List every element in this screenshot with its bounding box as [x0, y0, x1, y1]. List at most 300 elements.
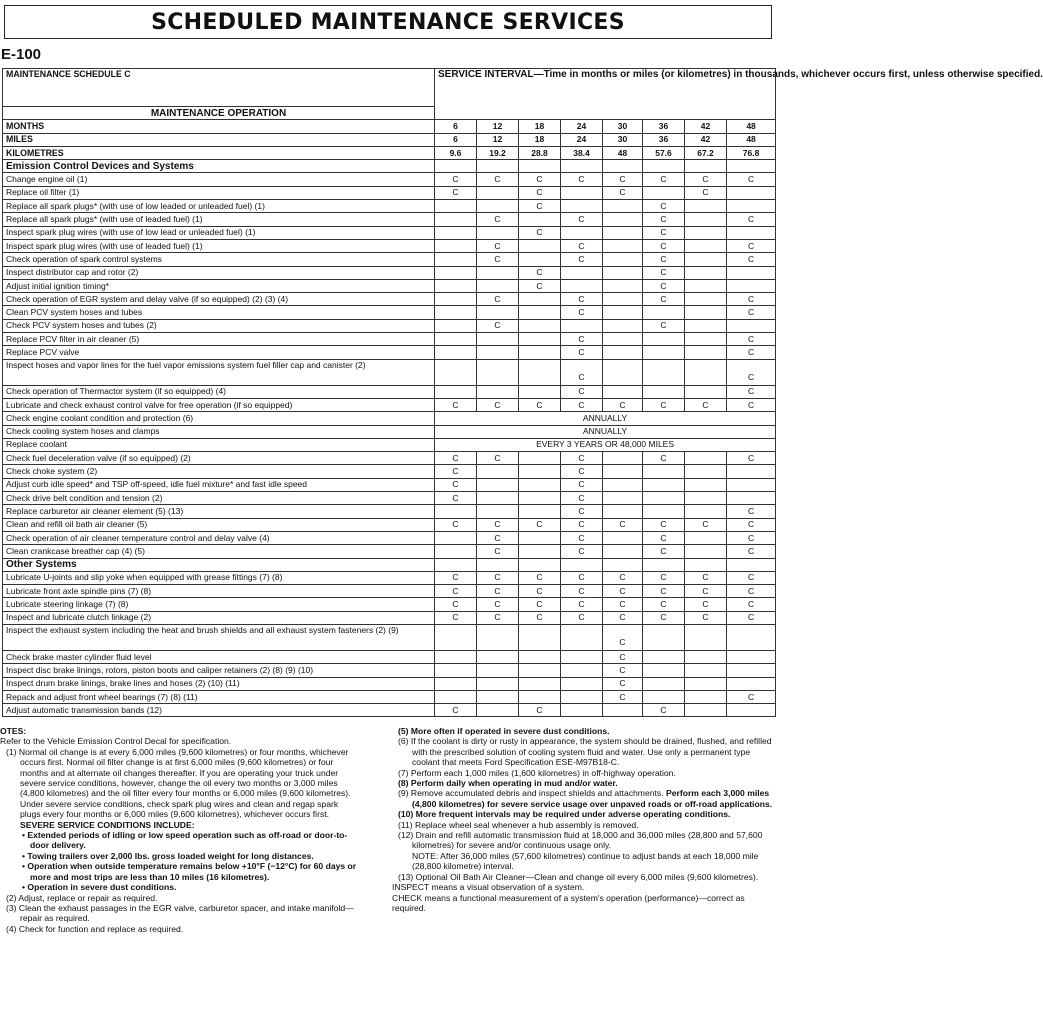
check-cell: [435, 213, 477, 226]
check-cell: [685, 279, 727, 292]
check-cell: C: [519, 398, 561, 411]
operation-label: Inspect distributor cap and rotor (2): [3, 266, 435, 279]
check-cell: [477, 677, 519, 690]
check-cell: [435, 624, 477, 650]
check-cell: [727, 677, 776, 690]
check-cell: [685, 704, 727, 717]
check-cell: [603, 531, 643, 544]
check-cell: [477, 200, 519, 213]
check-cell: [477, 478, 519, 491]
table-row: [3, 226, 776, 239]
interval-months-4: 24: [561, 120, 603, 133]
note-9-text: (9) Remove accumulated debris and inspect shields and attachments.: [398, 788, 664, 799]
check-cell: C: [603, 690, 643, 703]
notes-heading: OTES:: [0, 726, 27, 736]
check-cell: C: [561, 611, 603, 624]
check-cell: C: [643, 266, 685, 279]
check-cell: [519, 624, 561, 650]
notes-intro: Refer to the Vehicle Emission Control Decal for specification.: [0, 736, 232, 747]
check-cell: C: [603, 611, 643, 624]
check-cell: C: [561, 173, 603, 186]
severe-condition-1: • Extended periods of idling or low speed operation such as off-road or door-to-door delivery.: [22, 830, 348, 851]
check-cell: [643, 306, 685, 319]
check-cell: [477, 186, 519, 199]
table-row: [3, 359, 776, 385]
check-cell: C: [643, 213, 685, 226]
table-row: [3, 585, 776, 598]
check-cell: [477, 333, 519, 346]
empty-cell: [561, 160, 603, 173]
check-cell: [643, 346, 685, 359]
check-cell: C: [561, 571, 603, 584]
check-cell: C: [727, 571, 776, 584]
check-cell: C: [561, 505, 603, 518]
check-cell: C: [435, 173, 477, 186]
empty-cell: [643, 558, 685, 571]
section-row: [3, 558, 776, 571]
notes-left: [0, 726, 360, 934]
check-cell: C: [561, 531, 603, 544]
interval-km-6: 57.6: [643, 146, 685, 159]
check-cell: [435, 664, 477, 677]
check-cell: [643, 478, 685, 491]
check-cell: [477, 359, 519, 385]
check-cell: [519, 677, 561, 690]
check-cell: C: [727, 452, 776, 465]
table-row: [3, 598, 776, 611]
check-cell: C: [685, 585, 727, 598]
check-cell: [519, 505, 561, 518]
check-cell: C: [561, 333, 603, 346]
check-cell: [727, 279, 776, 292]
check-cell: [477, 266, 519, 279]
check-cell: [435, 239, 477, 252]
interval-months-7: 42: [685, 120, 727, 133]
check-cell: C: [561, 359, 603, 385]
interval-span: ANNUALLY: [435, 412, 776, 425]
check-cell: C: [561, 452, 603, 465]
table-row: [3, 293, 776, 306]
check-cell: [685, 239, 727, 252]
check-cell: [519, 319, 561, 332]
check-cell: C: [643, 319, 685, 332]
check-cell: C: [685, 611, 727, 624]
check-cell: [477, 664, 519, 677]
check-cell: [727, 492, 776, 505]
check-cell: C: [727, 346, 776, 359]
empty-cell: [477, 558, 519, 571]
check-definition: CHECK means a functional measurement of a system's operation (performance)—correct as required.: [392, 892, 745, 913]
check-cell: [685, 452, 727, 465]
check-cell: [603, 452, 643, 465]
check-cell: C: [477, 611, 519, 624]
interval-miles-2: 12: [477, 133, 519, 146]
interval-months-2: 12: [477, 120, 519, 133]
check-cell: C: [561, 518, 603, 531]
interval-months-5: 30: [603, 120, 643, 133]
interval-miles-1: 6: [435, 133, 477, 146]
check-cell: [435, 385, 477, 398]
operation-label: Replace carburetor air cleaner element (5) (13): [3, 505, 435, 518]
check-cell: C: [643, 173, 685, 186]
check-cell: C: [643, 452, 685, 465]
table-row: [3, 664, 776, 677]
check-cell: C: [643, 611, 685, 624]
check-cell: [477, 385, 519, 398]
note-2: (2) Adjust, replace or repair as required.: [6, 892, 158, 903]
check-cell: C: [477, 518, 519, 531]
check-cell: [519, 293, 561, 306]
check-cell: C: [477, 531, 519, 544]
check-cell: C: [477, 319, 519, 332]
table-row: [3, 319, 776, 332]
note-11: (11) Replace wheel seal whenever a hub assembly is removed.: [398, 819, 639, 830]
check-cell: [685, 266, 727, 279]
interval-miles-6: 36: [643, 133, 685, 146]
check-cell: [603, 478, 643, 491]
check-cell: [477, 279, 519, 292]
severe-condition-4: • Operation in severe dust conditions.: [22, 882, 177, 893]
operation-label: Replace PCV valve: [3, 346, 435, 359]
table-row: [3, 412, 776, 425]
check-cell: C: [603, 518, 643, 531]
check-cell: C: [643, 239, 685, 252]
note-6: (6) If the coolant is dirty or rusty in appearance, the system should be drained, flushed, and refilled with the prescribed solution of cooling system fluid and water. Use only a permanent type coolant that meets Ford Specification ESE-M97B18-C.: [398, 736, 772, 768]
check-cell: C: [603, 571, 643, 584]
check-cell: C: [561, 478, 603, 491]
operation-label: Check operation of air cleaner temperature control and delay valve (4): [3, 531, 435, 544]
check-cell: [561, 266, 603, 279]
check-cell: [519, 465, 561, 478]
check-cell: C: [519, 186, 561, 199]
table-row: [3, 200, 776, 213]
interval-row-miles: [3, 133, 776, 146]
check-cell: C: [643, 293, 685, 306]
table-row: [3, 239, 776, 252]
operation-label: Check engine coolant condition and protection (6): [3, 412, 435, 425]
check-cell: C: [561, 239, 603, 252]
interval-months-8: 48: [727, 120, 776, 133]
check-cell: C: [685, 186, 727, 199]
check-cell: [435, 650, 477, 663]
check-cell: [727, 624, 776, 650]
check-cell: C: [643, 200, 685, 213]
check-cell: [727, 664, 776, 677]
operation-label: Lubricate U-joints and slip yoke when equipped with grease fittings (7) (8): [3, 571, 435, 584]
check-cell: [643, 385, 685, 398]
operation-label: Check cooling system hoses and clamps: [3, 425, 435, 438]
operation-label: Lubricate front axle spindle pins (7) (8): [3, 585, 435, 598]
note-1: (1) Normal oil change is at every 6,000 miles (9,600 kilometres) or four months, whichever occurs first. Normal oil filter change is at first 6,000 miles (9,600 kilometres) or four months and at alternate oil changes thereafter. If you are operating your truck under severe service conditions, however, change the oil every two months or 3,000 miles (4,800 kilometres) and the oil filter every four months or 6,000 miles (9,600 kilometres). Under severe service conditions, check spark plug wires and clean and regap spark plugs every four months or 6,000 miles (9,600 kilometres), whichever occurs first.: [6, 746, 351, 820]
operation-label: Inspect and lubricate clutch linkage (2): [3, 611, 435, 624]
check-cell: C: [561, 346, 603, 359]
check-cell: [603, 279, 643, 292]
operation-label: Adjust automatic transmission bands (12): [3, 704, 435, 717]
check-cell: C: [643, 518, 685, 531]
check-cell: C: [519, 704, 561, 717]
check-cell: C: [727, 213, 776, 226]
empty-cell: [435, 160, 477, 173]
table-row: [3, 452, 776, 465]
note-7: (7) Perform each 1,000 miles (1,600 kilometres) in off-highway operation.: [398, 767, 676, 778]
note-10: (10) More frequent intervals may be required under adverse operating conditions.: [398, 809, 731, 820]
interval-label-miles: MILES: [3, 133, 435, 146]
check-cell: [685, 664, 727, 677]
title-box: [4, 5, 772, 39]
check-cell: C: [727, 505, 776, 518]
check-cell: C: [561, 306, 603, 319]
check-cell: [519, 452, 561, 465]
check-cell: [685, 505, 727, 518]
note-12: (12) Drain and refill automatic transmission fluid at 18,000 and 36,000 miles (28,800 and 57,600 kilometres) for severe and/or continuous usage only.: [398, 830, 763, 851]
check-cell: [477, 346, 519, 359]
table-row: [3, 173, 776, 186]
check-cell: [685, 385, 727, 398]
check-cell: C: [435, 492, 477, 505]
check-cell: [643, 677, 685, 690]
check-cell: [685, 624, 727, 650]
maintenance-schedule-table: [2, 68, 1043, 717]
check-cell: C: [727, 611, 776, 624]
check-cell: [603, 346, 643, 359]
check-cell: C: [603, 664, 643, 677]
check-cell: C: [561, 253, 603, 266]
check-cell: [561, 690, 603, 703]
operation-label: Check operation of spark control systems: [3, 253, 435, 266]
check-cell: C: [603, 398, 643, 411]
interval-km-5: 48: [603, 146, 643, 159]
interval-km-4: 38.4: [561, 146, 603, 159]
operation-label: Change engine oil (1): [3, 173, 435, 186]
check-cell: [685, 677, 727, 690]
check-cell: C: [477, 253, 519, 266]
severe-condition-2: • Towing trailers over 2,000 lbs. gross loaded weight for long distances.: [22, 850, 314, 861]
interval-row-km: [3, 146, 776, 159]
operation-label: Repack and adjust front wheel bearings (7) (8) (11): [3, 690, 435, 703]
check-cell: [603, 545, 643, 558]
check-cell: [685, 650, 727, 663]
check-cell: [685, 690, 727, 703]
check-cell: [561, 200, 603, 213]
table-row: [3, 438, 776, 451]
check-cell: C: [643, 704, 685, 717]
check-cell: C: [519, 226, 561, 239]
check-cell: C: [435, 186, 477, 199]
check-cell: [435, 505, 477, 518]
check-cell: C: [561, 293, 603, 306]
interval-miles-7: 42: [685, 133, 727, 146]
check-cell: C: [477, 452, 519, 465]
check-cell: C: [519, 598, 561, 611]
check-cell: C: [685, 571, 727, 584]
check-cell: [435, 690, 477, 703]
check-cell: [603, 505, 643, 518]
operation-label: Lubricate steering linkage (7) (8): [3, 598, 435, 611]
check-cell: [561, 677, 603, 690]
page-title: SCHEDULED MAINTENANCE SERVICES: [151, 9, 625, 35]
empty-cell: [727, 160, 776, 173]
check-cell: C: [727, 585, 776, 598]
check-cell: C: [519, 611, 561, 624]
inspect-definition: INSPECT means a visual observation of a system.: [392, 882, 585, 893]
severe-condition-3: • Operation when outside temperature remains below +10°F (−12°C) for 60 days or more and most trips are less than 10 miles (16 kilometres).: [22, 861, 357, 882]
check-cell: C: [603, 677, 643, 690]
check-cell: [643, 333, 685, 346]
check-cell: [435, 200, 477, 213]
check-cell: C: [643, 279, 685, 292]
check-cell: C: [603, 650, 643, 663]
check-cell: C: [519, 266, 561, 279]
check-cell: [477, 306, 519, 319]
check-cell: C: [727, 545, 776, 558]
schedule-label: MAINTENANCE SCHEDULE C: [3, 69, 435, 107]
check-cell: C: [435, 452, 477, 465]
check-cell: [603, 359, 643, 385]
empty-cell: [685, 558, 727, 571]
check-cell: [519, 253, 561, 266]
check-cell: C: [435, 518, 477, 531]
check-cell: C: [643, 545, 685, 558]
model-code: E-100: [1, 46, 42, 63]
operation-label: Check PCV system hoses and tubes (2): [3, 319, 435, 332]
check-cell: [561, 226, 603, 239]
check-cell: C: [435, 398, 477, 411]
interval-miles-8: 48: [727, 133, 776, 146]
check-cell: C: [477, 213, 519, 226]
check-cell: [727, 186, 776, 199]
check-cell: [603, 226, 643, 239]
table-row: [3, 624, 776, 650]
table-row: [3, 704, 776, 717]
operation-label: Check fuel deceleration valve (if so equipped) (2): [3, 452, 435, 465]
empty-cell: [435, 558, 477, 571]
operation-label: Clean PCV system hoses and tubes: [3, 306, 435, 319]
operation-label: Inspect disc brake linings, rotors, piston boots and caliper retainers (2) (8) (9) (10): [3, 664, 435, 677]
operation-label: Inspect the exhaust system including the heat and brush shields and all exhaust system fasteners (2) (9): [3, 624, 435, 650]
check-cell: C: [561, 465, 603, 478]
operation-label: Replace coolant: [3, 438, 435, 451]
check-cell: [727, 704, 776, 717]
check-cell: [727, 465, 776, 478]
check-cell: C: [685, 518, 727, 531]
empty-cell: [685, 160, 727, 173]
table-row: [3, 492, 776, 505]
operation-label: Check drive belt condition and tension (2): [3, 492, 435, 505]
service-interval-header: SERVICE INTERVAL—Time in months or miles (or kilometres) in thousands, whichever occurs first, unless otherwise specified.: [435, 69, 776, 120]
check-cell: [603, 319, 643, 332]
check-cell: C: [685, 598, 727, 611]
interval-months-1: 6: [435, 120, 477, 133]
check-cell: [643, 650, 685, 663]
check-cell: [727, 200, 776, 213]
operation-label: Check operation of Thermactor system (if so equipped) (4): [3, 385, 435, 398]
check-cell: C: [685, 173, 727, 186]
check-cell: [435, 253, 477, 266]
empty-cell: [643, 160, 685, 173]
check-cell: [519, 690, 561, 703]
table-row: [3, 531, 776, 544]
note-12-note: NOTE: After 36,000 miles (57,600 kilometres) continue to adjust bands at each 18,000 mile (28,800 kilometre) interval.: [412, 850, 759, 872]
check-cell: [685, 478, 727, 491]
check-cell: C: [561, 585, 603, 598]
check-cell: C: [603, 585, 643, 598]
check-cell: [643, 465, 685, 478]
empty-cell: [561, 558, 603, 571]
check-cell: C: [435, 611, 477, 624]
check-cell: C: [519, 279, 561, 292]
interval-miles-4: 24: [561, 133, 603, 146]
table-row: [3, 266, 776, 279]
check-cell: C: [477, 598, 519, 611]
check-cell: C: [519, 200, 561, 213]
check-cell: [685, 333, 727, 346]
check-cell: C: [477, 571, 519, 584]
check-cell: C: [685, 398, 727, 411]
check-cell: C: [603, 598, 643, 611]
notes-right: [392, 726, 775, 913]
table-row: [3, 346, 776, 359]
operation-label: Check choke system (2): [3, 465, 435, 478]
table-row: [3, 186, 776, 199]
check-cell: [519, 531, 561, 544]
check-cell: [685, 465, 727, 478]
check-cell: [603, 293, 643, 306]
check-cell: C: [561, 213, 603, 226]
empty-cell: [519, 160, 561, 173]
check-cell: [519, 492, 561, 505]
note-3: (3) Clean the exhaust passages in the EGR valve, carburetor spacer, and intake manifold—repair as required.: [6, 902, 354, 924]
check-cell: [435, 333, 477, 346]
check-cell: C: [561, 398, 603, 411]
table-row: [3, 650, 776, 663]
check-cell: [603, 385, 643, 398]
check-cell: C: [727, 598, 776, 611]
operation-label: Clean crankcase breather cap (4) (5): [3, 545, 435, 558]
check-cell: [435, 319, 477, 332]
check-cell: [519, 478, 561, 491]
check-cell: [685, 531, 727, 544]
check-cell: C: [477, 293, 519, 306]
check-cell: C: [727, 239, 776, 252]
check-cell: C: [603, 186, 643, 199]
check-cell: [477, 690, 519, 703]
note-13: (13) Optional Oil Bath Air Cleaner—Clean and change oil every 6,000 miles (9,600 kilometres).: [398, 871, 759, 882]
interval-span: EVERY 3 YEARS OR 48,000 MILES: [435, 438, 776, 451]
check-cell: [519, 650, 561, 663]
check-cell: C: [603, 624, 643, 650]
empty-cell: [603, 558, 643, 571]
check-cell: [727, 319, 776, 332]
operation-label: Adjust initial ignition timing*: [3, 279, 435, 292]
table-row: [3, 690, 776, 703]
check-cell: [685, 545, 727, 558]
empty-cell: [519, 558, 561, 571]
operation-label: Inspect spark plug wires (with use of low lead or unleaded fuel) (1): [3, 226, 435, 239]
check-cell: C: [477, 585, 519, 598]
section-row: [3, 160, 776, 173]
interval-miles-3: 18: [519, 133, 561, 146]
check-cell: C: [727, 398, 776, 411]
check-cell: [685, 346, 727, 359]
check-cell: [519, 306, 561, 319]
check-cell: [603, 333, 643, 346]
operation-label: Check brake master cylinder fluid level: [3, 650, 435, 663]
check-cell: C: [477, 173, 519, 186]
check-cell: [603, 266, 643, 279]
check-cell: [435, 279, 477, 292]
check-cell: [603, 306, 643, 319]
empty-cell: [727, 558, 776, 571]
